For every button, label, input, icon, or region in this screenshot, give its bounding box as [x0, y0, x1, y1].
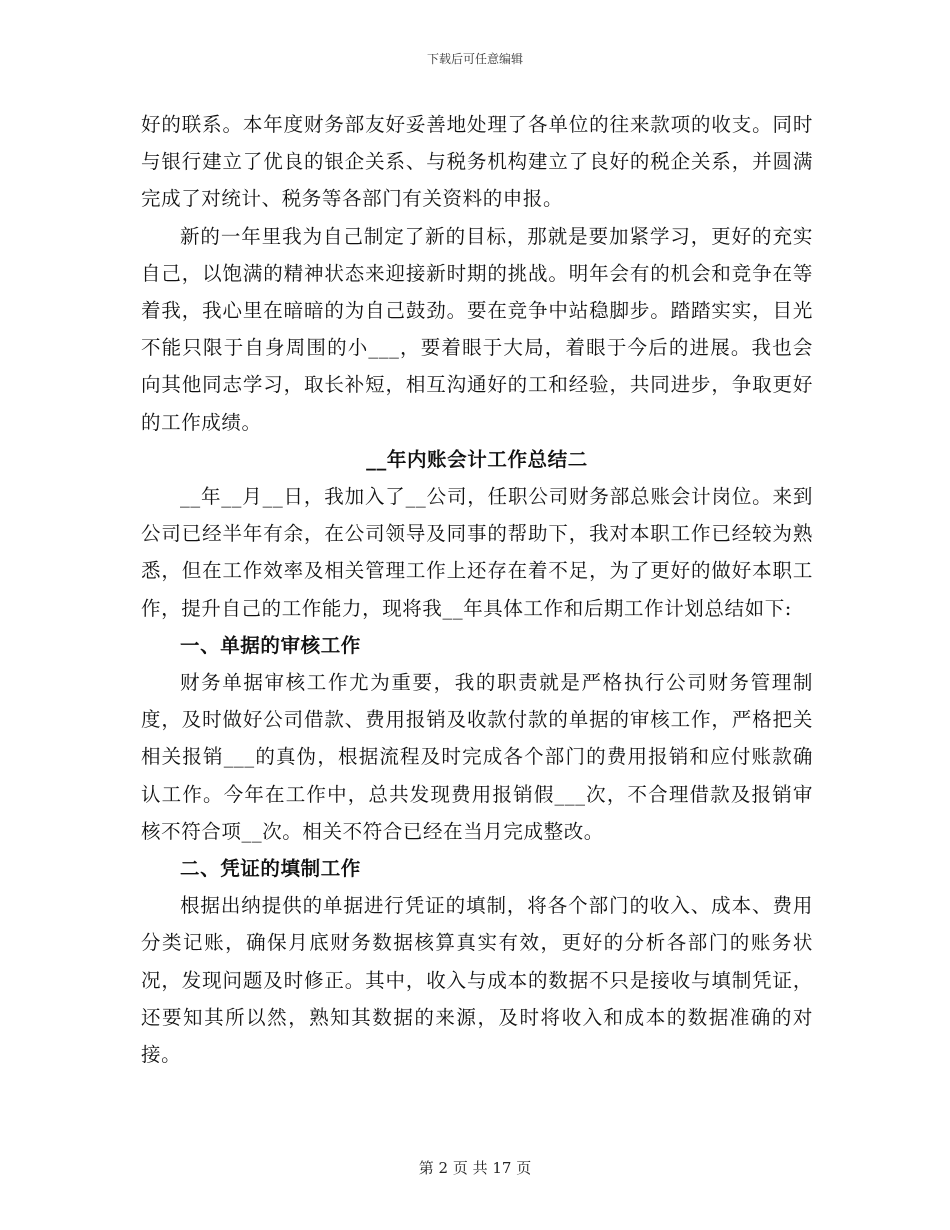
paragraph-document-review: 财务单据审核工作尤为重要，我的职责就是严格执行公司财务管理制度，及时做好公司借款、费用报销及收款付款的单据的审核工作，严格把关相关报销___的真伪，根据流程及时完成各个部门的费用报销和应付账款确认工作。今年在工作中，总共发现费用报销假___次，不合理借款及报销审核不符合项__次。相关不符合已经在当月完成整改。 — [141, 671, 813, 843]
paragraph-new-goals: 新的一年里我为自己制定了新的目标，那就是要加紧学习，更好的充实自己，以饱满的精神状态来迎接新时期的挑战。明年会有的机会和竞争在等着我，我心里在暗暗的为自己鼓劲。要在竞争中站稳脚步。踏踏实实，目光不能只限于自身周围的小___，要着眼于大局，着眼于今后的进展。我也会向其他同志学习，取长补短，相互沟通好的工和经验，共同进步，争取更好的工作成绩。 — [141, 224, 813, 434]
page-header: 下载后可任意编辑 — [426, 52, 523, 66]
paragraph-intro: __年__月__日，我加入了__公司，任职公司财务部总账会计岗位。来到公司已经半年有余，在公司领导及同事的帮助下，我对本职工作已经较为熟悉，但在工作效率及相关管理工作上还存在着不足，为了更好的做好本职工作，提升自己的工作能力，现将我__年具体工作和后期工作计划总结如下: — [141, 485, 813, 620]
paragraph-voucher-preparation: 根据出纳提供的单据进行凭证的填制，将各个部门的收入、成本、费用分类记账，确保月底财务数据核算真实有效，更好的分析各部门的账务状况，发现问题及时修正。其中，收入与成本的数据不只是接收与填制凭证，还要知其所以然，熟知其数据的来源，及时将收入和成本的数据准确的对接。 — [141, 894, 813, 1067]
document-body — [141, 106, 813, 1073]
heading-document-review: 一、单据的审核工作 — [180, 633, 361, 657]
section-title: __年内账会计工作总结二 — [366, 447, 588, 471]
page-number: 第 2 页 共 17 页 — [418, 1159, 532, 1177]
paragraph-continuation: 好的联系。本年度财务部友好妥善地处理了各单位的往来款项的收支。同时与银行建立了优良的银企关系、与税务机构建立了良好的税企关系，并圆满完成了对统计、税务等各部门有关资料的申报。 — [141, 113, 813, 211]
heading-voucher-preparation: 二、凭证的填制工作 — [180, 857, 361, 881]
